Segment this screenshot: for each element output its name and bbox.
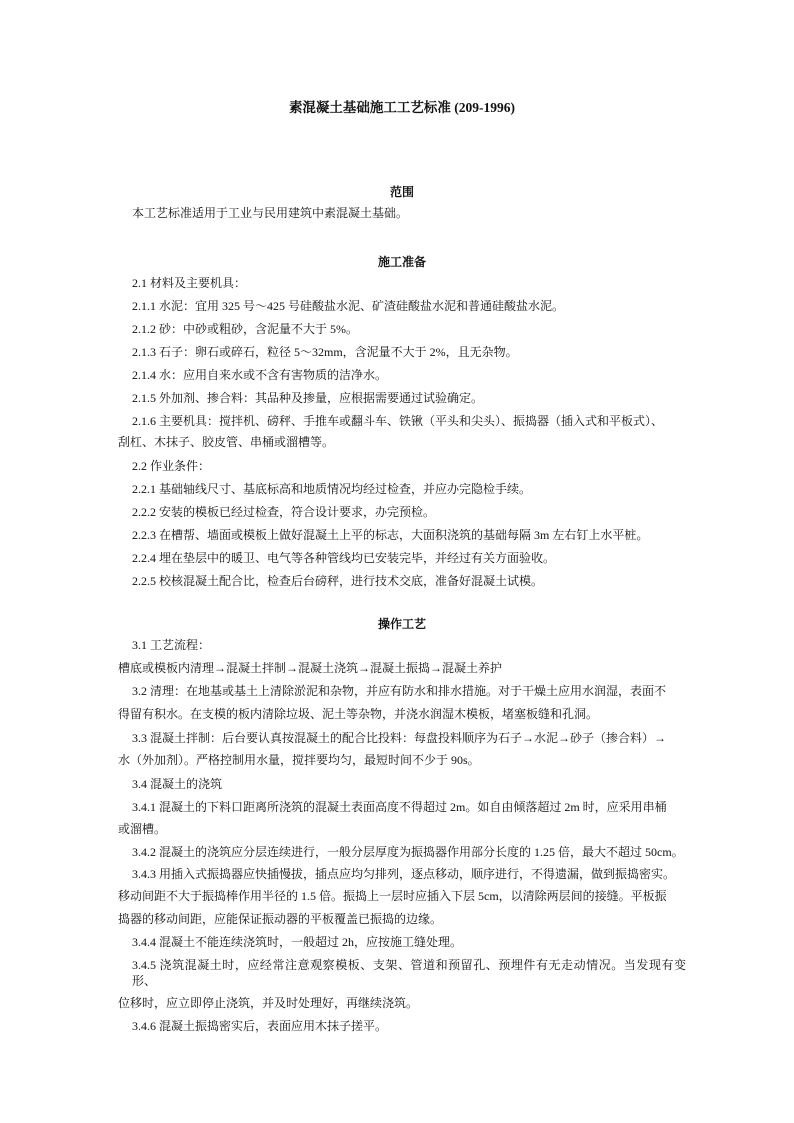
clause: 2.2.3 在槽帮、墙面或模板上做好混凝土上平的标志，大面积浇筑的基础每隔 3m 左右钉上水平桩。 xyxy=(132,528,649,542)
clause: 3.3 混凝土拌制：后台要认真按混凝土的配合比投料：每盘投料顺序为石子→水泥→砂子（掺合料）→ xyxy=(132,731,667,745)
clause: 3.4.2 混凝土的浇筑应分层连续进行，一般分层厚度为振捣器作用部分长度的 1.25 倍，最大不超过 50cm。 xyxy=(132,845,684,859)
process-flow: 槽底或模板内清理→混凝土拌制→混凝土浇筑→混凝土振捣→混凝土养护 xyxy=(118,661,503,675)
clause-continuation: 得留有积水。在支模的板内清除垃圾、泥土等杂物，并浇水润湿木模板，堵塞板缝和孔洞。 xyxy=(118,707,599,721)
clause: 3.4.4 混凝土不能连续浇筑时，一般超过 2h，应按施工缝处理。 xyxy=(132,935,463,949)
clause: 2.1.6 主要机具：搅拌机、磅秤、手推车或翻斗车、铁锹（平头和尖头）、振捣器（插入式和平板式）、 xyxy=(132,414,664,428)
clause-continuation: 刮杠、木抹子、胶皮管、串桶或溜槽等。 xyxy=(118,435,335,449)
clause-continuation: 捣器的移动间距，应能保证振动器的平板覆盖已振捣的边缘。 xyxy=(118,912,443,926)
clause: 2.1.5 外加剂、掺合料：其品种及掺量，应根据需要通过试验确定。 xyxy=(132,391,484,405)
clause: 2.1.1 水泥：宜用 325 号～425 号硅酸盐水泥、矿渣硅酸盐水泥和普通硅酸盐水泥。 xyxy=(132,299,565,313)
clause: 2.2.1 基础轴线尺寸、基底标高和地质情况均经过检查，并应办完隐检手续。 xyxy=(132,482,532,496)
clause-continuation: 水（外加剂）。严格控制用水量，搅拌要均匀，最短时间不少于 90s。 xyxy=(118,753,480,767)
clause: 2.2.5 校核混凝土配合比，检查后台磅秤，进行技术交底，准备好混凝土试模。 xyxy=(132,574,544,588)
clause: 2.1 材料及主要机具： xyxy=(132,276,247,290)
clause-continuation: 移动间距不大于振捣棒作用半径的 1.5 倍。振捣上一层时应插入下层 5cm，以清除两层间的接缝。平板振 xyxy=(118,889,667,903)
document-title: 素混凝土基础施工工艺标准 (209-1996) xyxy=(288,100,516,115)
paragraph: 本工艺标准适用于工业与民用建筑中素混凝土基础。 xyxy=(132,206,409,220)
clause: 2.2.2 安装的模板已经过检查，符合设计要求，办完预检。 xyxy=(132,505,436,519)
clause: 3.4.6 混凝土振捣密实后，表面应用木抹子搓平。 xyxy=(132,1019,388,1033)
clause: 3.4.1 混凝土的下料口距离所浇筑的混凝土表面高度不得超过 2m。如自由倾落超过 2m 时，应采用串桶 xyxy=(132,800,667,814)
section-heading-preparation: 施工准备 xyxy=(377,255,426,269)
clause: 3.4.3 用插入式振捣器应快插慢拔，插点应均匀排列，逐点移动，顺序进行，不得遗漏，做到振捣密实。 xyxy=(132,867,676,881)
clause-continuation: 位移时，应立即停止浇筑，并及时处理好，再继续浇筑。 xyxy=(118,996,419,1010)
clause: 2.2.4 埋在垫层中的暖卫、电气等各种管线均已安装完毕，并经过有关方面验收。 xyxy=(132,551,556,565)
clause: 2.1.3 石子：卵石或碎石，粒径 5～32mm，含泥量不大于 2%，且无杂物。 xyxy=(132,345,518,359)
clause: 2.1.4 水：应用自来水或不含有害物质的洁净水。 xyxy=(132,368,388,382)
clause: 3.2 清理：在地基或基土上清除淤泥和杂物，并应有防水和排水措施。对于干燥土应用水润湿，表面不 xyxy=(132,684,667,698)
clause: 3.4 混凝土的浇筑 xyxy=(132,777,223,791)
section-heading-scope: 范围 xyxy=(389,185,414,199)
clause: 2.1.2 砂：中砂或粗砂，含泥量不大于 5%。 xyxy=(132,322,358,336)
section-heading-operation: 操作工艺 xyxy=(377,617,426,631)
clause-continuation: 或溜槽。 xyxy=(118,822,167,836)
clause: 3.1 工艺流程： xyxy=(132,638,211,652)
clause: 3.4.5 浇筑混凝土时，应经常注意观察模板、支架、管道和预留孔、预埋件有无走动情况。当发现有变形、 xyxy=(132,958,686,988)
clause: 2.2 作业条件： xyxy=(132,459,211,473)
